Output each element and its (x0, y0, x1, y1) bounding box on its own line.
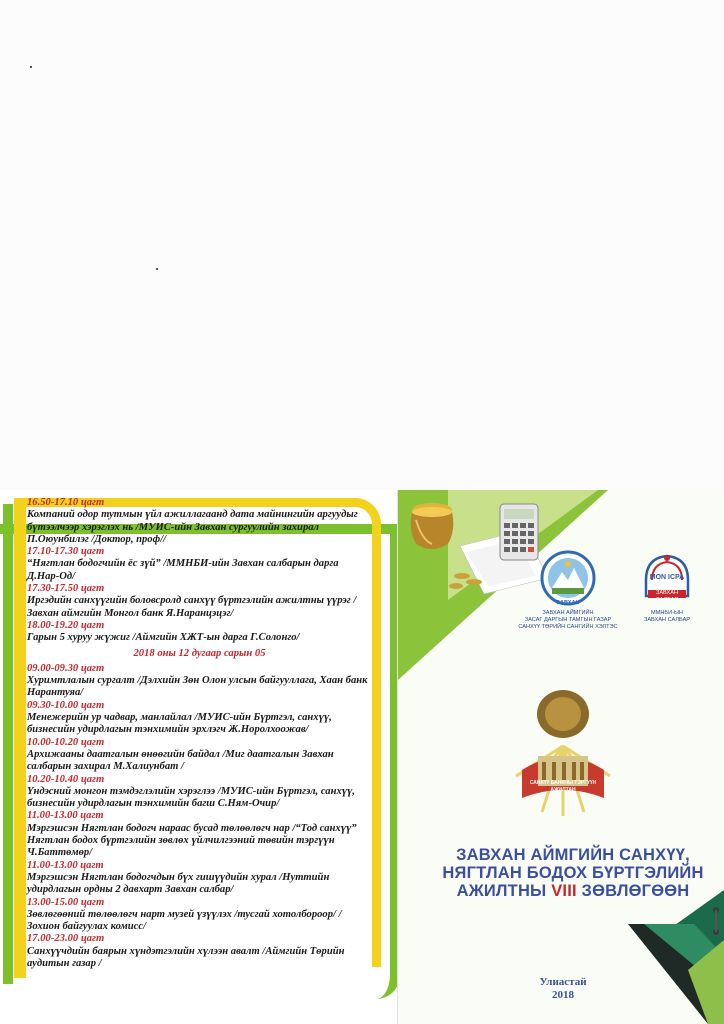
mon-icpa-caption (636, 610, 698, 624)
mon-icpa-label: MON ICPA (649, 574, 685, 581)
session-desc: Иргэдийн санхүүгийн боловсролд санхүү бүртгэлийн ажилтны үүрэг /Завхан аймгийн Монгол банк Я.Наранцэцэг/ (27, 595, 357, 619)
time-slot: 16.50-17.10 цагт (27, 497, 105, 508)
title-line-part: АЖИЛТНЫ (456, 882, 552, 900)
city-name: Улиастай (539, 976, 587, 988)
session-desc: Гарын 5 хуруу жүжиг /Аймгийн ХЖТ-ын дарга Г.Солонго/ (27, 632, 300, 644)
time-slot: 17.30-17.50 цагт (27, 583, 105, 595)
badge-inscription: САНХҮҮ БАНКНЫ ТЭРГҮҮН АЖИЛТАН (529, 780, 597, 793)
session-desc: Менежерийн ур чадвар, манлайлал /МУИС-ийн Бүртгэл, санхүү, бизнесийн удирдлагын тэнхимийн эрхлэгч Ж.Норолхоожав/ (27, 712, 332, 736)
gold-pot-icon (404, 500, 460, 552)
session-desc: Зөвлөгөөний төлөөлөгч нарт музей үзүүлэх /тусгай хотолбороор/ /Зохион байгуулах комисс/ (27, 908, 342, 933)
session-desc: Компаний одор тутмын үйл ажиллагаанд дата майнингийн аргуудыг бүтээлчээр хэрэглэх нь /МУИС-ийн Завхан сургуулийн захирал П.Оюунбилэг /Доктор, проф// (27, 509, 358, 545)
session-desc: Хуримтлалын сургалт /Дэлхийн Зөн Олон улсын байгууллага, Хаан банк Нарантуяа/ (27, 675, 368, 699)
title-line: ЗАВХАН АЙМГИЙН САНХҮҮ, (456, 846, 690, 864)
imprint (518, 976, 608, 1002)
binder-clip (712, 904, 720, 938)
cover-page (398, 490, 724, 1024)
zavkhan-emblem (538, 550, 598, 606)
schedule-list (27, 497, 372, 970)
corner-decoration (608, 870, 724, 1024)
time-slot: 10.00-10.20 цагт (27, 736, 105, 748)
mon-icpa-caption-line: ММНБИ-ЫН (651, 610, 683, 616)
session-desc: Мэргэшсэн Нягтлан бодогч нараас бусад төлөөлөгч нар /“Тод санхүү” Нягтлан бодох бүртгэлийн зөвлөх үйлчилгээний төвийн тэргүүн Ч.Баттөмөр/ (27, 822, 357, 859)
zavkhan-caption-line: САНХҮҮ ТӨРИЙН САНГИЙН ХЭЛТЭС (518, 624, 618, 630)
time-slot: 18.00-19.20 цагт (27, 619, 105, 631)
time-slot: 11.00-13.00 цагт (27, 859, 104, 871)
time-slot: 13.00-15.00 цагт (27, 896, 105, 908)
time-slot: 09.00-09.30 цагт (27, 662, 105, 674)
zavkhan-caption (513, 610, 623, 631)
mon-icpa-caption-line: ЗАВХАН САЛБАР (643, 617, 691, 623)
session-desc: Санхүүчдийн баярын хүндэтгэлийн хүлээн авалт /Аймгийн Төрийн аудитын газар / (27, 945, 345, 969)
schedule-page (0, 490, 398, 1024)
title-line: НЯГТЛАН БОДОХ БҮРТГЭЛИЙН (442, 864, 704, 882)
day-heading: 2018 оны 12 дугаар сарын 05 (133, 647, 266, 659)
session-desc: Архижааны даатгалын өнөөгийн байдал /Миг даатгалын Завхан салбарын захирал М.Халиунбат / (27, 748, 334, 773)
title-line-part: ЗӨВЛӨГӨӨН (576, 882, 690, 900)
session-desc: Мэргэшсэн Нягтлан бодогчдын бүх гишүүдийн хурал /Нуттийн удирдлагын ордны 2 давхарт Завхан салбар/ (27, 871, 330, 896)
time-slot: 17.10-17.30 цагт (27, 546, 105, 558)
zavkhan-caption-line: ЗАВХАН АЙМГИЙН (542, 610, 594, 616)
blank-scan-area (0, 0, 724, 488)
session-desc: Үндэсний монгон тэмдэглэлийн хэрэглээ /МУИС-ийн Бүртгэл, санхүү, бизнесийн удирдлагын тэнхимийн багш С.Ням-Очир/ (27, 785, 355, 810)
session-desc: “Нягтлан бодогчийн ёс зүй” /ММНБИ-ийн Завхан салбарын дарга Д.Нар-Од/ (27, 558, 339, 582)
publication-year: 2018 (552, 989, 574, 1001)
time-slot: 10.20-10.40 цагт (27, 773, 105, 785)
scan-speck (30, 66, 32, 68)
honorary-badge (508, 686, 618, 822)
time-slot: 09.30-10.00 цагт (27, 699, 105, 711)
scan-speck (156, 268, 158, 270)
title-roman-numeral: VIII (551, 882, 577, 900)
time-slot: 17.00-23.00 цагт (27, 933, 105, 945)
zavkhan-emblem-label: ЗАВХАН (556, 600, 580, 606)
time-slot: 11.00-13.00 цагт (27, 810, 104, 822)
zavkhan-caption-line: ЗАСАГ ДАРГЫН ТАМГЫН ГАЗАР (524, 617, 612, 623)
mon-icpa-sub-label: ЗАВХАН САЛБАР (655, 590, 679, 603)
